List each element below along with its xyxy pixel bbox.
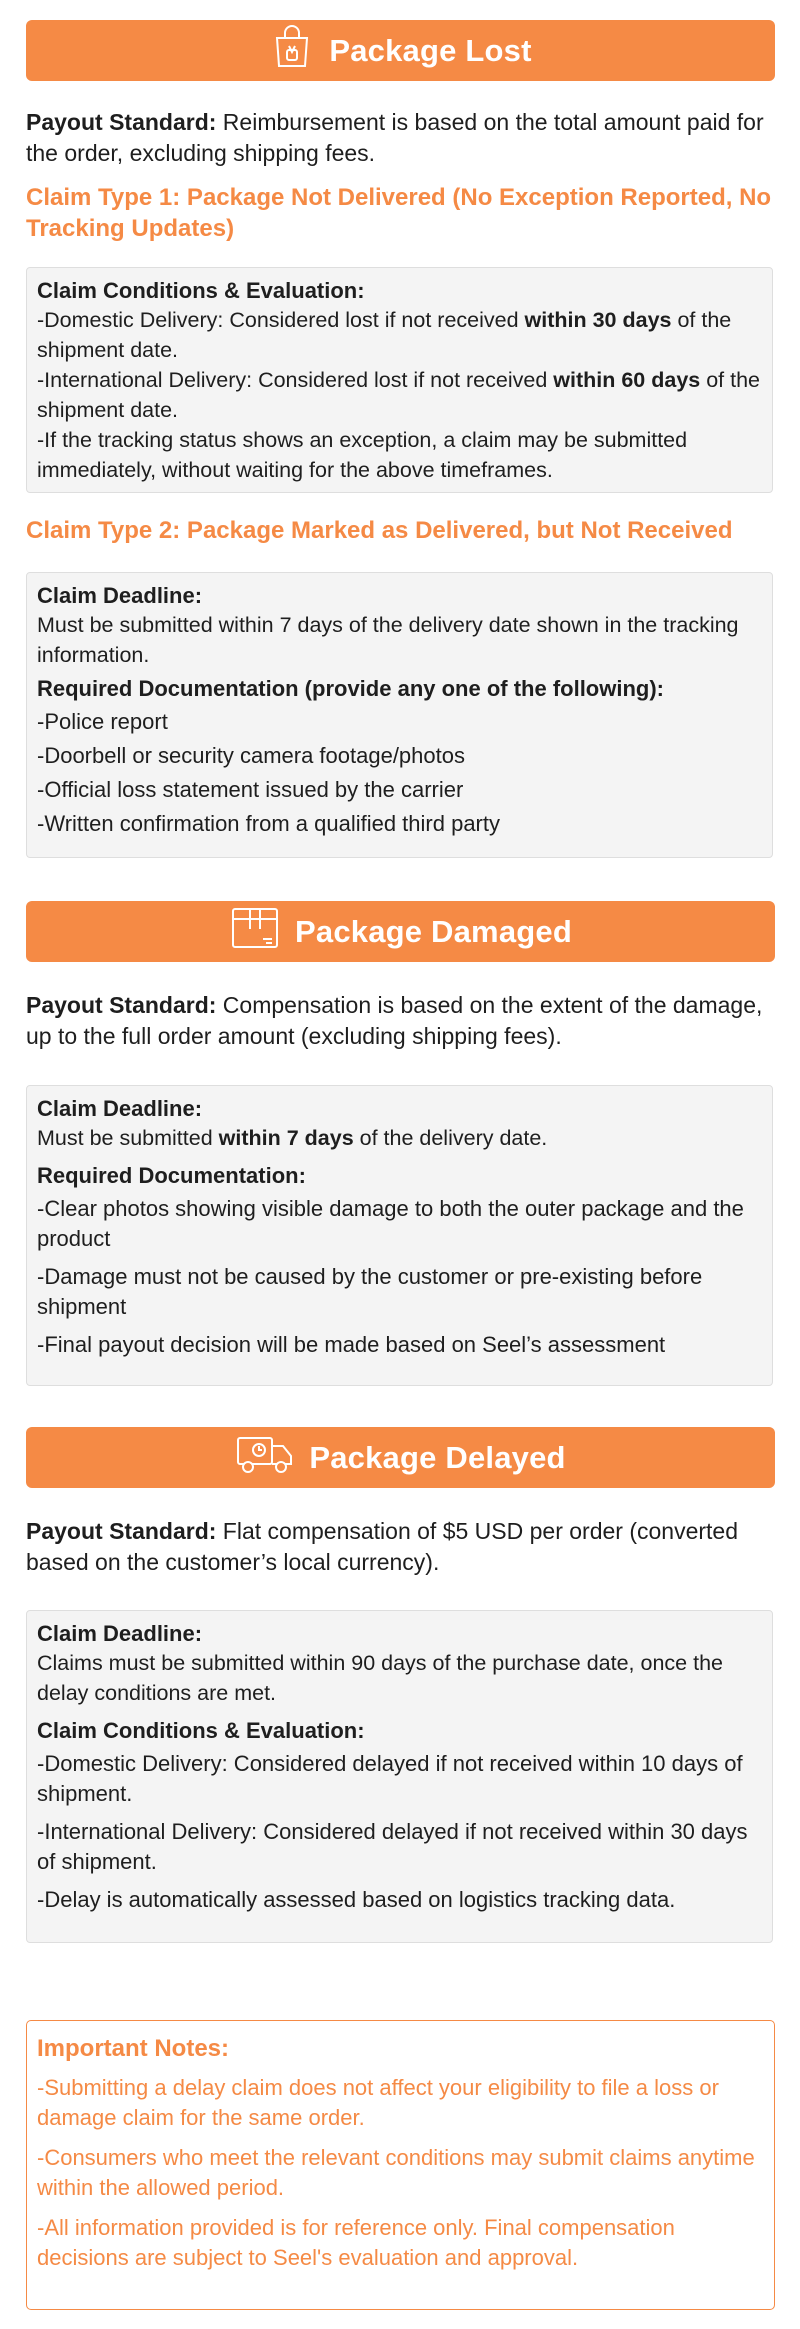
package-lost-banner [26, 20, 775, 81]
condition-item: -Domestic Delivery: Considered delayed if not received within 10 days of shipment. [37, 1751, 743, 1806]
delayed-box [26, 1610, 773, 1943]
doc-item: -Official loss statement issued by the carrier [37, 777, 464, 802]
payout-label: Payout Standard: [26, 1518, 217, 1544]
lost-conditions-box [26, 267, 773, 493]
deadline-heading: Claim Deadline: [37, 1621, 203, 1646]
doc-item: -Written confirmation from a qualified third party [37, 811, 500, 836]
deadline-heading: Claim Deadline: [37, 1096, 203, 1121]
shopping-bag-icon [269, 24, 329, 78]
deadline-text: Must be submitted within 7 days of the delivery date. [37, 1126, 548, 1150]
delayed-payout-standard [26, 1516, 776, 1578]
conditions-heading: Claim Conditions & Evaluation: [37, 278, 365, 303]
payout-text: Reimbursement is based on the total amount paid for the order, excluding shipping fees. [26, 109, 764, 166]
package-lost-title: Package Lost [329, 32, 532, 68]
condition-item: -International Delivery: Considered delayed if not received within 30 days of shipment. [37, 1819, 748, 1874]
doc-item: -Doorbell or security camera footage/photos [37, 743, 465, 768]
package-delayed-banner [26, 1427, 775, 1488]
note-item: -All information provided is for reference only. Final compensation decisions are subject to Seel's evaluation and approval. [37, 2215, 675, 2270]
note-item: -Submitting a delay claim does not affect your eligibility to file a loss or damage claim for the same order. [37, 2075, 719, 2130]
payout-label: Payout Standard: [26, 992, 217, 1018]
condition-item: -Delay is automatically assessed based on logistics tracking data. [37, 1887, 676, 1912]
important-notes-box [26, 2020, 775, 2310]
international-condition: -International Delivery: Considered lost if not received within 60 days of the shipment date. [37, 368, 760, 422]
deadline-text: Claims must be submitted within 90 days of the purchase date, once the delay conditions are met. [37, 1651, 723, 1705]
doc-item: -Final payout decision will be made based on Seel’s assessment [37, 1332, 666, 1357]
docs-heading: Required Documentation: [37, 1163, 306, 1188]
damaged-box [26, 1085, 773, 1386]
package-damaged-title: Package Damaged [295, 913, 572, 949]
truck-icon [235, 1432, 309, 1484]
damaged-payout-standard [26, 990, 776, 1052]
deadline-text: Must be submitted within 7 days of the delivery date shown in the tracking information. [37, 613, 739, 667]
doc-item: -Police report [37, 709, 168, 734]
claim-type-1-title: Claim Type 1: Package Not Delivered (No Exception Reported, No Tracking Updates) [26, 184, 772, 242]
package-damaged-banner [26, 901, 775, 962]
docs-heading: Required Documentation (provide any one of the following): [37, 676, 664, 701]
conditions-heading: Claim Conditions & Evaluation: [37, 1718, 365, 1743]
note-item: -Consumers who meet the relevant conditions may submit claims anytime within the allowed period. [37, 2145, 755, 2200]
payout-text: Flat compensation of $5 USD per order (converted based on the customer’s local currency). [26, 1518, 739, 1575]
lost-delivered-box [26, 572, 773, 858]
exception-condition: -If the tracking status shows an exception, a claim may be submitted immediately, without waiting for the above timeframes. [37, 428, 688, 482]
payout-text: Compensation is based on the extent of the damage, up to the full order amount (excluding shipping fees). [26, 992, 763, 1049]
claim-type-2-title: Claim Type 2: Package Marked as Delivered, but Not Received [26, 517, 733, 544]
box-icon [229, 905, 295, 959]
domestic-condition: -Domestic Delivery: Considered lost if not received within 30 days of the shipment date. [37, 308, 732, 362]
doc-item: -Damage must not be caused by the customer or pre-existing before shipment [37, 1264, 703, 1319]
important-notes-heading: Important Notes: [37, 2035, 229, 2062]
package-delayed-title: Package Delayed [309, 1439, 566, 1475]
lost-payout-standard [26, 107, 776, 169]
doc-item: -Clear photos showing visible damage to both the outer package and the product [37, 1196, 744, 1251]
payout-label: Payout Standard: [26, 109, 217, 135]
deadline-heading: Claim Deadline: [37, 583, 203, 608]
